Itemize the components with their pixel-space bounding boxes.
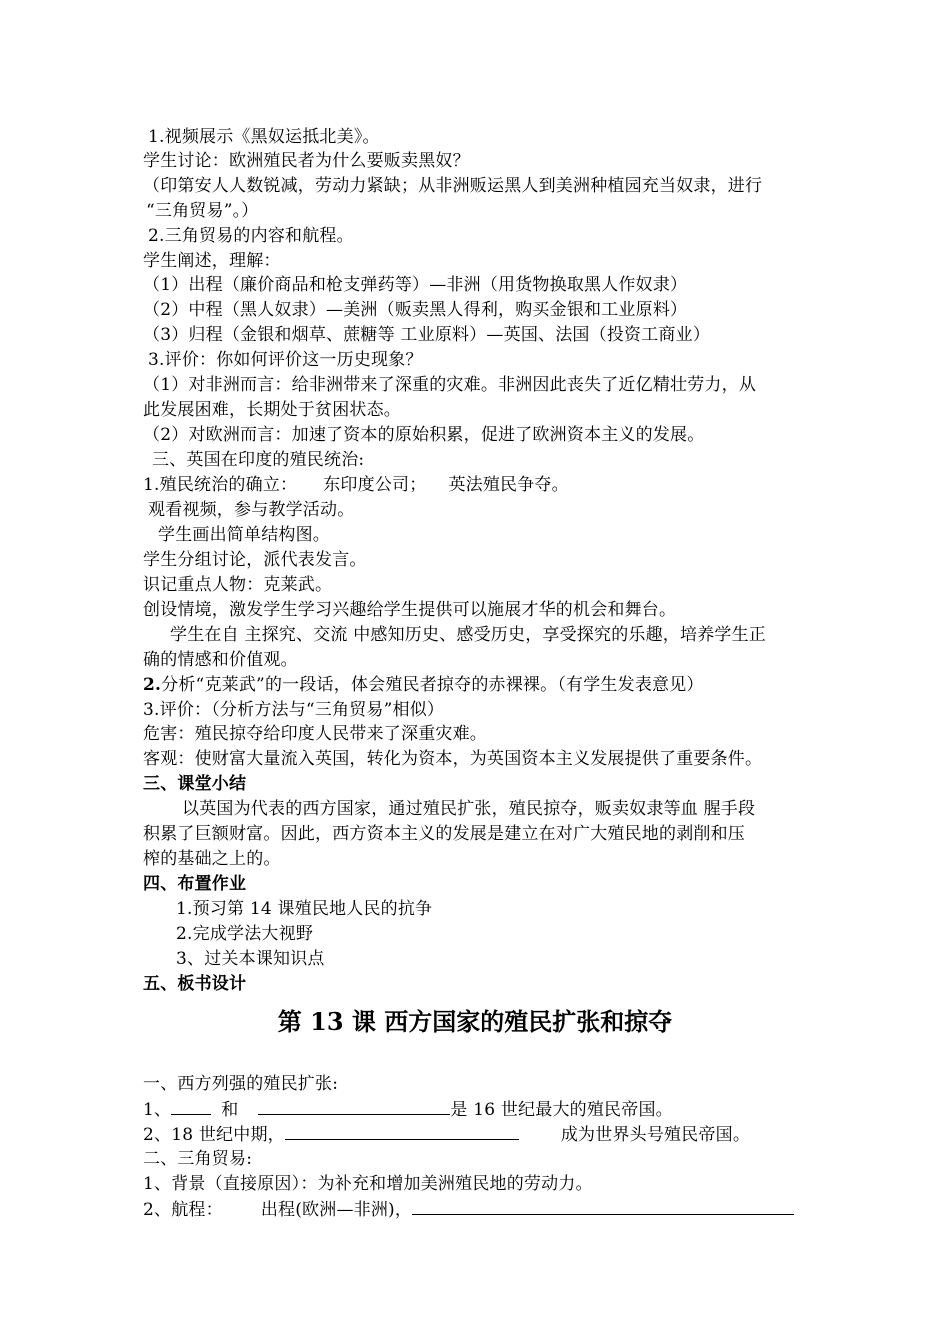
text-line: 观看视频，参与教学活动。	[148, 500, 355, 520]
text-line: （2）中程（黑人奴隶）—美洲（贩卖黑人得利，购买金银和工业原料）	[143, 300, 688, 320]
board-title: 第 13 课 西方国家的殖民扩张和掠夺	[277, 1007, 673, 1036]
section-heading: 四、布置作业	[143, 874, 247, 894]
fill-blank[interactable]	[171, 1097, 211, 1115]
text-line: 识记重点人物：克莱武。	[143, 575, 333, 595]
text-line: 积累了巨额财富。因此，西方资本主义的发展是建立在对广大殖民地的剥削和压	[143, 824, 745, 844]
text-line	[143, 473, 569, 497]
text-line: 1、背景（直接原因）：为补充和增加美洲殖民地的劳动力。	[143, 1174, 593, 1194]
text-line: 学生在自 主探究、交流 中感知历史、感受历史，享受探究的乐趣，培养学生正	[170, 625, 767, 645]
text-line: 确的情感和价值观。	[143, 650, 298, 670]
text-line: （1）对非洲而言：给非洲带来了深重的灾难。非洲因此丧失了近亿精壮劳力，从	[143, 375, 757, 395]
text-line: 危害：殖民掠夺给印度人民带来了深重灾难。	[143, 724, 487, 744]
text-line: “三角贸易”。）	[146, 201, 259, 221]
text-line: 3.评价：（分析方法与“三角贸易”相似）	[143, 700, 445, 720]
text-line: 客观：使财富大量流入英国，转化为资本，为英国资本主义发展提供了重要条件。	[143, 749, 763, 769]
text-line: 1.预习第 14 课殖民地人民的抗争	[176, 899, 433, 919]
text-line	[143, 673, 704, 697]
section-heading: 三、英国在印度的殖民统治:	[152, 450, 365, 470]
text-line: （3）归程（金银和烟草、蔗糖等 工业原料）—英国、法国（投资工商业）	[143, 325, 711, 345]
text-line: 创设情境，激发学生学习兴趣给学生提供可以施展才华的机会和舞台。	[143, 600, 677, 620]
text-line: （2）对欧洲而言：加速了资本的原始积累，促进了欧洲资本主义的发展。	[143, 425, 705, 445]
text-line: 2.完成学法大视野	[176, 924, 314, 944]
text-segment: 是 16 世纪最大的殖民帝国。	[450, 1100, 673, 1120]
fill-blank[interactable]	[258, 1097, 450, 1115]
text-line: 二、三角贸易:	[143, 1149, 253, 1169]
text-line	[143, 1122, 750, 1147]
text-line: 1.视频展示《黑奴运抵北美》。	[148, 127, 380, 147]
text-segment: 成为世界头号殖民帝国。	[560, 1125, 751, 1145]
fill-blank[interactable]	[285, 1122, 519, 1140]
text-line: 学生阐述，理解：	[143, 251, 281, 271]
text-segment: 英法殖民争夺。	[448, 475, 569, 495]
section-heading: 三、课堂小结	[143, 774, 247, 794]
text-line: 学生讨论：欧洲殖民者为什么要贩卖黑奴？	[143, 151, 470, 171]
text-segment: 分析“克莱武”的一段话，体会殖民者掠夺的赤裸裸。（有学生发表意见）	[161, 675, 704, 695]
text-segment: 1、	[143, 1100, 172, 1120]
text-line: （1）出程（廉价商品和枪支弹药等）—非洲（用货物换取黑人作奴隶）	[143, 275, 688, 295]
text-line: 2.三角贸易的内容和航程。	[148, 226, 354, 246]
text-segment: 出程(欧洲—非洲)，	[260, 1200, 413, 1220]
text-line: 榨的基础之上的。	[143, 849, 281, 869]
text-line: 3、过关本课知识点	[176, 949, 325, 969]
text-segment: 1.殖民统治的确立：	[143, 475, 298, 495]
text-segment: 和	[221, 1100, 239, 1120]
text-line	[143, 1197, 794, 1222]
text-segment: 2、航程：	[143, 1200, 223, 1220]
item-number: 2.	[143, 675, 162, 695]
fill-blank[interactable]	[412, 1197, 794, 1215]
section-heading: 五、板书设计	[143, 974, 247, 994]
text-line: 一、西方列强的殖民扩张:	[143, 1074, 339, 1094]
text-line: 学生画出简单结构图。	[158, 525, 330, 545]
text-line: （印第安人人数锐减，劳动力紧缺；从非洲贩运黑人到美洲种植园充当奴隶，进行	[143, 176, 763, 196]
text-line: 此发展困难，长期处于贫困状态。	[143, 400, 401, 420]
text-segment: 东印度公司；	[323, 475, 427, 495]
text-line: 以英国为代表的西方国家，通过殖民扩张，殖民掠夺，贩卖奴隶等血 腥手段	[182, 799, 756, 819]
text-line: 学生分组讨论，派代表发言。	[143, 550, 367, 570]
text-segment: 2、18 世纪中期，	[143, 1125, 285, 1145]
text-line: 3.评价：你如何评价这一历史现象？	[148, 350, 423, 370]
text-line	[143, 1097, 673, 1122]
